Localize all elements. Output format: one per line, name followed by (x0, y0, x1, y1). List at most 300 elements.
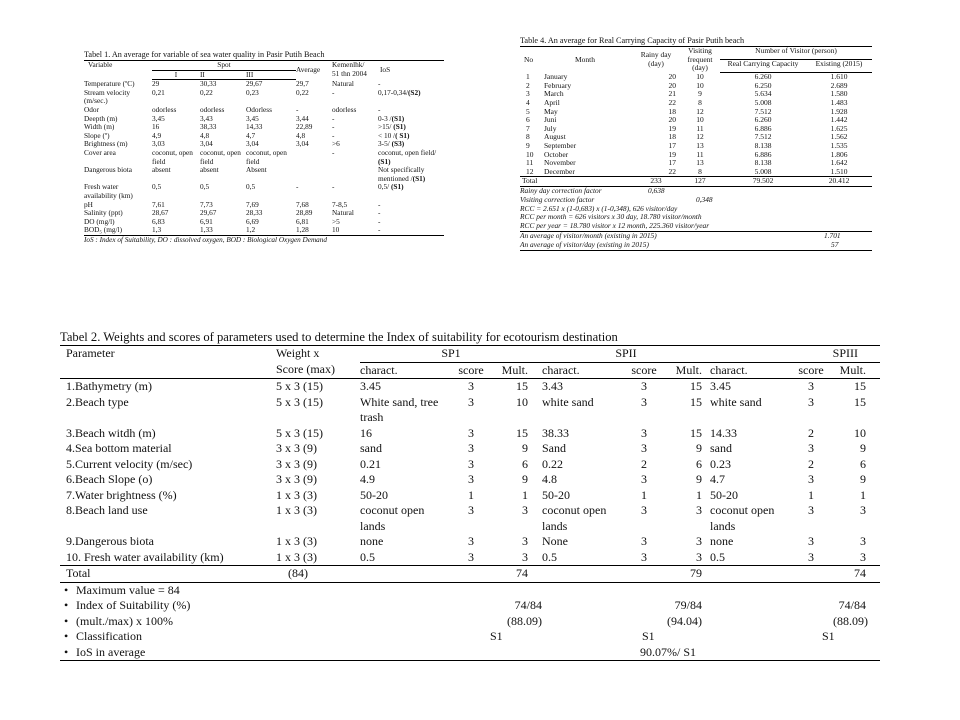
t2-row (60, 457, 880, 473)
t1-row (84, 166, 444, 183)
t4-note-visit-corr: Visiting correction factor 0,348 (520, 194, 713, 204)
t2-mult-2: 6 (696, 456, 702, 471)
t2-charact-2: 38.33 (542, 425, 569, 440)
t4-rainy: 20 (668, 71, 676, 81)
t4-total-rcc: 79.502 (720, 177, 806, 187)
t4-rcc: 6.250 (754, 80, 772, 90)
table4-caption: Table 4. An average for Real Carrying Capacity of Pasir Putih beach (520, 36, 745, 45)
t2-charact-3: 14.33 (710, 425, 737, 440)
t4-existing: 1.642 (830, 158, 848, 168)
t2-score-2: 3 (641, 379, 647, 393)
t1-head-average: Average (296, 65, 321, 75)
t4-existing: 1.806 (830, 149, 848, 159)
t2-charact-2: 4.8 (542, 472, 557, 486)
t2-row (60, 379, 880, 395)
t2-score-3: 3 (808, 379, 814, 393)
t1-ios-class: (S3) (391, 139, 405, 149)
t1-variable: pH (84, 199, 93, 209)
t2-parameter: 4.Sea bottom material (66, 441, 172, 455)
t4-no: 11 (526, 158, 534, 168)
t4-no: 6 (526, 115, 530, 125)
t2-head-mult-1: Mult. (490, 362, 528, 379)
t1-standard: >5 (332, 216, 340, 226)
t4-visit: 10 (696, 80, 704, 90)
t1-average (296, 166, 332, 183)
t1-spot-3: Absent (246, 165, 267, 175)
t2-mult-1: 1 (522, 487, 528, 502)
t1-spot-1: 29 (152, 79, 160, 89)
t2-class-2: S1 (642, 629, 655, 643)
t4-month: February (544, 80, 572, 90)
t4-existing: 1.580 (830, 89, 848, 99)
t1-spot-3: 7,69 (246, 199, 259, 209)
t4-visit: 10 (696, 115, 704, 125)
t1-average: 3,04 (296, 139, 309, 149)
t2-score-1: 3 (468, 472, 474, 486)
t2-row (60, 426, 880, 442)
t2-score-2: 3 (641, 549, 647, 564)
t1-ios-text: 3-5/ (378, 139, 392, 149)
t4-visit: 10 (696, 71, 704, 81)
t4-no: 4 (526, 98, 530, 108)
t2-head-sp2: SPII (542, 346, 710, 363)
t1-row (84, 209, 444, 218)
t4-rcc: 7.512 (754, 106, 772, 116)
t2-total-label: Total (60, 566, 276, 583)
t2-score-3: 3 (808, 503, 814, 517)
t1-spot-3: coconut, open field (246, 147, 287, 166)
t1-spot-3: 0,5 (246, 182, 256, 192)
t4-rainy: 18 (668, 132, 676, 142)
t4-no: 3 (526, 89, 530, 99)
t4-note-avg-day: An average of visitor/day (existing in 2015) 57 (520, 241, 872, 251)
t2-head-parameter: Parameter (66, 346, 115, 360)
t2-mult-3: 9 (860, 441, 866, 455)
t2-mult-2: 3 (696, 534, 702, 548)
t2-mult-3: 15 (854, 379, 866, 393)
t2-parameter: 7.Water brightness (%) (66, 487, 177, 502)
t4-rainy: 19 (668, 123, 676, 133)
t1-standard: Natural (332, 208, 354, 218)
t4-month: April (544, 98, 560, 108)
t2-total-weight: (84) (276, 566, 360, 583)
t4-total-rainy: 233 (632, 177, 680, 187)
t2-mult-2: 9 (696, 472, 702, 486)
t2-summary-class: • Classification S1 S1 S1 (60, 629, 880, 645)
t4-existing: 1.625 (830, 123, 848, 133)
t1-spot-1: absent (152, 165, 171, 175)
t2-pct-2: (94.04) (667, 613, 702, 628)
t1-variable: Width (m) (84, 122, 115, 132)
t4-no: 5 (526, 106, 530, 116)
t1-average: - (296, 182, 299, 192)
t4-visit: 13 (696, 158, 704, 168)
t4-visit: 11 (696, 123, 704, 133)
t4-visit: 9 (698, 89, 702, 99)
t4-visit: 11 (696, 149, 704, 159)
t1-spot-2: absent (200, 165, 219, 175)
t2-weight: 3 x 3 (9) (276, 472, 317, 486)
t2-ios-2: 79/84 (674, 598, 702, 612)
t2-weight: 5 x 3 (15) (276, 394, 323, 409)
t2-summary-pct: • (mult./max) x 100% (88.09) (94.04) (88.09) (60, 614, 880, 630)
t2-head-weight-2: Score (max) (276, 362, 360, 379)
t2-head-score-3: score (792, 362, 830, 379)
t2-score-1: 3 (468, 394, 474, 409)
t4-visit: 8 (698, 98, 702, 108)
t1-ios-class: (S1) (412, 173, 426, 183)
t4-row (520, 90, 872, 99)
t1-spot-2: 0,5 (200, 182, 210, 192)
t1-row (84, 89, 444, 106)
t1-spot-1: 1,3 (152, 225, 162, 235)
t1-spot-2: 30,33 (200, 79, 217, 89)
t4-rcc: 5.008 (754, 166, 772, 176)
table4-grid (520, 46, 872, 187)
t1-spot-1: 16 (152, 122, 160, 132)
table2-grid (60, 345, 880, 661)
t1-spot-2: 4,8 (200, 130, 210, 140)
t4-note-rcc-year: RCC per year = 18.780 visitor x 12 month, 225.360 visitor/year (520, 222, 872, 232)
t4-existing: 2.689 (830, 80, 848, 90)
t2-parameter: 6.Beach Slope (o) (66, 472, 153, 486)
t2-charact-1: 0.21 (360, 456, 381, 471)
t4-head-existing: Existing (2015) (806, 60, 872, 73)
t2-mult-3: 10 (854, 425, 866, 440)
t2-charact-2: 3.43 (542, 379, 563, 393)
t4-month: August (544, 132, 566, 142)
t1-average: 4,8 (296, 130, 306, 140)
t2-score-2: 3 (641, 425, 647, 440)
t4-rainy: 18 (668, 106, 676, 116)
t1-ios (372, 226, 444, 235)
t1-ios-text: 0,17-0,34/ (378, 87, 408, 97)
t2-score-3: 2 (808, 425, 814, 440)
t2-mult-3: 15 (854, 394, 866, 409)
t4-rainy: 19 (668, 149, 676, 159)
t1-average: 22,89 (296, 122, 313, 132)
t1-head-ios: IoS (380, 65, 391, 75)
t4-head-month: Month (574, 54, 595, 64)
t2-score-2: 3 (641, 394, 647, 409)
t2-row (60, 503, 880, 534)
t4-total-existing: 20.412 (806, 177, 872, 187)
t2-head-sp3: SPIII (710, 346, 880, 363)
t2-mult-3: 6 (860, 456, 866, 471)
t2-head-score-2: score (624, 362, 664, 379)
t1-ios-text: - (378, 199, 381, 209)
t2-charact-1: coconut open lands (360, 503, 425, 533)
t4-month: May (544, 106, 558, 116)
t4-month: January (544, 71, 568, 81)
t4-rainy: 17 (668, 158, 676, 168)
t1-spot-1: 3,03 (152, 139, 165, 149)
t2-mult-1: 9 (522, 441, 528, 455)
t2-mult-2: 15 (690, 379, 702, 393)
t2-parameter: 5.Current velocity (m/sec) (66, 456, 193, 471)
t4-note-avg-month: An average of visitor/month (existing in 2015) 1.701 (520, 230, 841, 240)
t4-no: 7 (526, 123, 530, 133)
t4-total-label: Total (520, 177, 632, 187)
t2-charact-2: None (542, 534, 568, 548)
t1-head-variable: Variable (88, 60, 113, 69)
t4-rcc: 7.512 (754, 132, 772, 142)
t4-visit: 8 (698, 166, 702, 176)
t1-spot-3: 4,7 (246, 130, 256, 140)
t2-head-charact-1: charact. (360, 362, 452, 379)
t1-standard: - (332, 87, 335, 97)
t4-note-rcc: RCC = 2.651 x (1-0,683) x (1-0,348), 626 visitor/day (520, 203, 678, 213)
table1-grid (84, 60, 444, 236)
t1-ios-class: ( S1) (395, 130, 410, 140)
t2-charact-1: 3.45 (360, 379, 381, 393)
t4-head-rcc: Real Carrying Capacity (720, 60, 806, 73)
t4-note-rainy-corr: Rainy day correction factor 0,638 (520, 186, 665, 195)
t1-average: 1,28 (296, 225, 309, 235)
t1-ios (372, 166, 444, 183)
t2-score-2: 3 (641, 472, 647, 486)
t2-charact-3: 50-20 (710, 487, 738, 502)
t2-parameter: 10. Fresh water availability (km) (66, 549, 224, 564)
t1-head-spot-1: I (152, 70, 200, 80)
t2-parameter: 9.Dangerous biota (66, 534, 154, 548)
t2-class-3: S1 (822, 629, 835, 643)
t1-head-kemen: Kemenlhk/ 51 thn 2004 (332, 60, 367, 78)
t2-ios-3: 74/84 (838, 598, 866, 612)
t1-row (84, 149, 444, 166)
t4-visit: 12 (696, 106, 704, 116)
t1-variable: Odor (84, 104, 99, 114)
t1-spot-3: 3,04 (246, 139, 259, 149)
t1-spot-3: Odorless (246, 104, 272, 114)
t4-no: 10 (526, 149, 534, 159)
t4-rcc: 8.138 (754, 141, 772, 151)
t2-score-2: 3 (641, 503, 647, 517)
t4-rcc: 6.260 (754, 72, 772, 82)
t1-spot-1: 6,83 (152, 216, 165, 226)
t2-head-mult-2: Mult. (664, 362, 702, 379)
t4-existing: 1.535 (830, 141, 848, 151)
t1-spot-1: odorless (152, 104, 177, 114)
t1-ios-class: (S1) (393, 122, 406, 132)
t1-spot-1: 3,45 (152, 113, 165, 123)
t4-month: November (544, 158, 576, 168)
t4-rainy: 21 (668, 89, 676, 99)
t2-charact-1: White sand, tree trash (360, 394, 439, 424)
t2-charact-2: 0.5 (542, 549, 557, 564)
t1-ios (372, 201, 444, 210)
t1-variable: Cover area (84, 147, 116, 157)
t4-existing: 1.510 (830, 166, 848, 176)
t1-spot-1: 28,67 (152, 208, 169, 218)
t4-rcc: 6.260 (754, 115, 772, 125)
t2-mult-2: 15 (690, 394, 702, 409)
t1-ios (372, 89, 444, 106)
t2-total-mult-1: 74 (490, 566, 528, 583)
t1-variable: Salinity (ppt) (84, 208, 123, 218)
t1-standard: - (332, 182, 335, 192)
t1-variable: DO (mg/l) (84, 216, 115, 226)
t2-ios-1: 74/84 (514, 598, 542, 612)
t2-charact-3: 4.7 (710, 472, 725, 486)
t4-rainy: 20 (668, 115, 676, 125)
t1-ios-text: Not specifically mentioned / (378, 165, 425, 183)
t2-charact-3: 3.45 (710, 379, 731, 393)
t1-spot-2: 6,91 (200, 216, 213, 226)
t1-ios-text: - (378, 208, 381, 218)
t2-score-2: 3 (641, 441, 647, 455)
t4-head-number-visitor: Number of Visitor (person) (720, 47, 872, 60)
t1-standard: - (332, 122, 335, 132)
t1-spot-3: 1,2 (246, 225, 256, 235)
t1-standard: - (332, 130, 335, 140)
t2-charact-3: sand (710, 441, 732, 455)
t1-average: 29,7 (296, 78, 309, 88)
t2-score-3: 3 (808, 441, 814, 455)
t1-variable: Deepth (m) (84, 113, 118, 123)
t1-ios (372, 218, 444, 227)
t1-average: - (296, 104, 299, 114)
t4-head-rainy: Rainy day (day) (640, 50, 672, 68)
t1-variable: BOD₅ (mg/l) (84, 225, 123, 235)
t2-total-mult-3: 74 (830, 566, 880, 583)
t2-score-2: 3 (641, 534, 647, 548)
t2-parameter: 8.Beach land use (66, 503, 148, 517)
t2-charact-1: sand (360, 441, 382, 455)
t2-score-3: 1 (808, 487, 814, 502)
t1-row (84, 226, 444, 235)
t1-average: 7,68 (296, 199, 309, 209)
t4-rcc: 5.634 (754, 89, 772, 99)
t1-spot-1: 0,21 (152, 87, 165, 97)
t4-visit: 13 (696, 141, 704, 151)
t1-spot-2: 3,04 (200, 139, 213, 149)
t1-ios-text: coconut, open field/ (378, 147, 437, 157)
t1-spot-2: 7,73 (200, 199, 213, 209)
t1-spot-3: 3,45 (246, 113, 259, 123)
table1-caption: Tabel 1. An average for variable of sea water quality in Pasir Putih Beach (84, 50, 325, 59)
t1-standard: >6 (332, 139, 340, 149)
t1-spot-1: 7,61 (152, 199, 165, 209)
t1-row (84, 183, 444, 200)
t1-variable: Brightness (m) (84, 139, 128, 149)
t1-variable: Dangerous biota (84, 165, 133, 175)
t4-note-rcc-month: RCC per month = 626 visitors x 30 day, 18.780 visitor/month (520, 212, 702, 222)
t4-existing: 1.562 (830, 132, 848, 142)
t1-head-spot-3: III (246, 70, 296, 80)
t2-charact-2: coconut open lands (542, 503, 607, 533)
t2-charact-3: coconut open lands (710, 503, 775, 533)
t4-month: September (544, 141, 577, 151)
t1-ios-class: (S2) (408, 87, 421, 97)
t1-spot-3: 29,67 (246, 79, 263, 89)
t4-rainy: 22 (668, 166, 676, 176)
t2-head-sp1: SP1 (360, 346, 542, 363)
t2-head-weight: Weight x (276, 346, 320, 360)
t2-mult-1: 3 (522, 549, 528, 564)
t2-mult-2: 9 (696, 441, 702, 455)
t2-weight: 5 x 3 (15) (276, 379, 323, 393)
t1-spot-2: odorless (200, 104, 225, 114)
t1-standard: - (332, 147, 335, 157)
t2-row (60, 472, 880, 488)
t2-charact-1: none (360, 534, 384, 548)
table1 (84, 50, 444, 245)
t2-score-1: 3 (468, 425, 474, 440)
t4-rainy: 22 (668, 98, 676, 108)
t2-parameter: 3.Beach witdh (m) (66, 425, 156, 440)
t2-head-charact-2: charact. (542, 362, 624, 379)
t2-pct-1: (88.09) (507, 613, 542, 628)
t2-score-1: 1 (468, 487, 474, 502)
t1-ios-class: (S1) (391, 113, 405, 123)
t2-row (60, 488, 880, 504)
t2-weight: 1 x 3 (3) (276, 534, 317, 548)
t4-total-visit: 127 (680, 177, 720, 187)
t2-weight: 3 x 3 (9) (276, 441, 317, 455)
t1-spot-3: 28,33 (246, 208, 263, 218)
table4-notes (520, 187, 872, 251)
t2-mult-2: 3 (696, 549, 702, 564)
t2-mult-1: 9 (522, 472, 528, 486)
t4-rcc: 5.008 (754, 98, 772, 108)
t2-mult-3: 1 (860, 487, 866, 502)
t4-existing: 1.928 (830, 106, 848, 116)
t2-weight: 1 x 3 (3) (276, 549, 317, 564)
t1-average: 6,81 (296, 216, 309, 226)
t4-month: March (544, 89, 564, 99)
t1-spot-3: 6,69 (246, 216, 259, 226)
t2-charact-1: 16 (360, 425, 372, 440)
t1-head-spot-2: II (200, 70, 246, 80)
t2-charact-3: 0.5 (710, 549, 725, 564)
t4-rcc: 6.886 (754, 149, 772, 159)
t2-score-3: 3 (808, 472, 814, 486)
t4-month: Juni (544, 115, 557, 125)
t4-existing: 1.442 (830, 115, 848, 125)
t4-month: December (544, 166, 575, 176)
t2-mult-1: 10 (516, 394, 528, 409)
t1-spot-2: coconut, open field (200, 147, 241, 166)
t4-existing: 1.610 (830, 72, 848, 82)
t4-no: 2 (526, 80, 530, 90)
t1-standard: - (332, 113, 335, 123)
t4-no: 8 (526, 132, 530, 142)
table2-caption: Tabel 2. Weights and scores of parameters used to determine the Index of suitability for ecotourism destination (60, 330, 618, 344)
t1-ios-class: (S1) (378, 156, 391, 166)
t2-charact-3: none (710, 534, 734, 548)
t1-standard: 10 (332, 225, 340, 235)
t2-total-mult-2: 79 (664, 566, 702, 583)
t2-mult-2: 3 (696, 503, 702, 517)
t2-mult-1: 15 (516, 425, 528, 440)
t2-row (60, 550, 880, 566)
t2-summary-ios: • Index of Suitability (%) 74/84 79/84 74/84 (60, 598, 880, 614)
t1-spot-3: 0,23 (246, 87, 259, 97)
t2-charact-1: 0.5 (360, 549, 375, 564)
t1-head-spot: Spot (217, 60, 231, 69)
t1-spot-1: 0,5 (152, 182, 162, 192)
t1-ios-class: (S1) (390, 182, 404, 192)
t1-spot-2: 0,22 (200, 87, 213, 97)
t2-charact-2: 0.22 (542, 456, 563, 471)
t2-weight: 3 x 3 (9) (276, 456, 317, 471)
t1-ios-text: - (378, 104, 381, 114)
t2-mult-3: 3 (860, 503, 866, 517)
t4-rcc: 8.138 (754, 158, 772, 168)
t1-spot-3: 14,33 (246, 122, 263, 132)
t2-score-3: 3 (808, 534, 814, 548)
